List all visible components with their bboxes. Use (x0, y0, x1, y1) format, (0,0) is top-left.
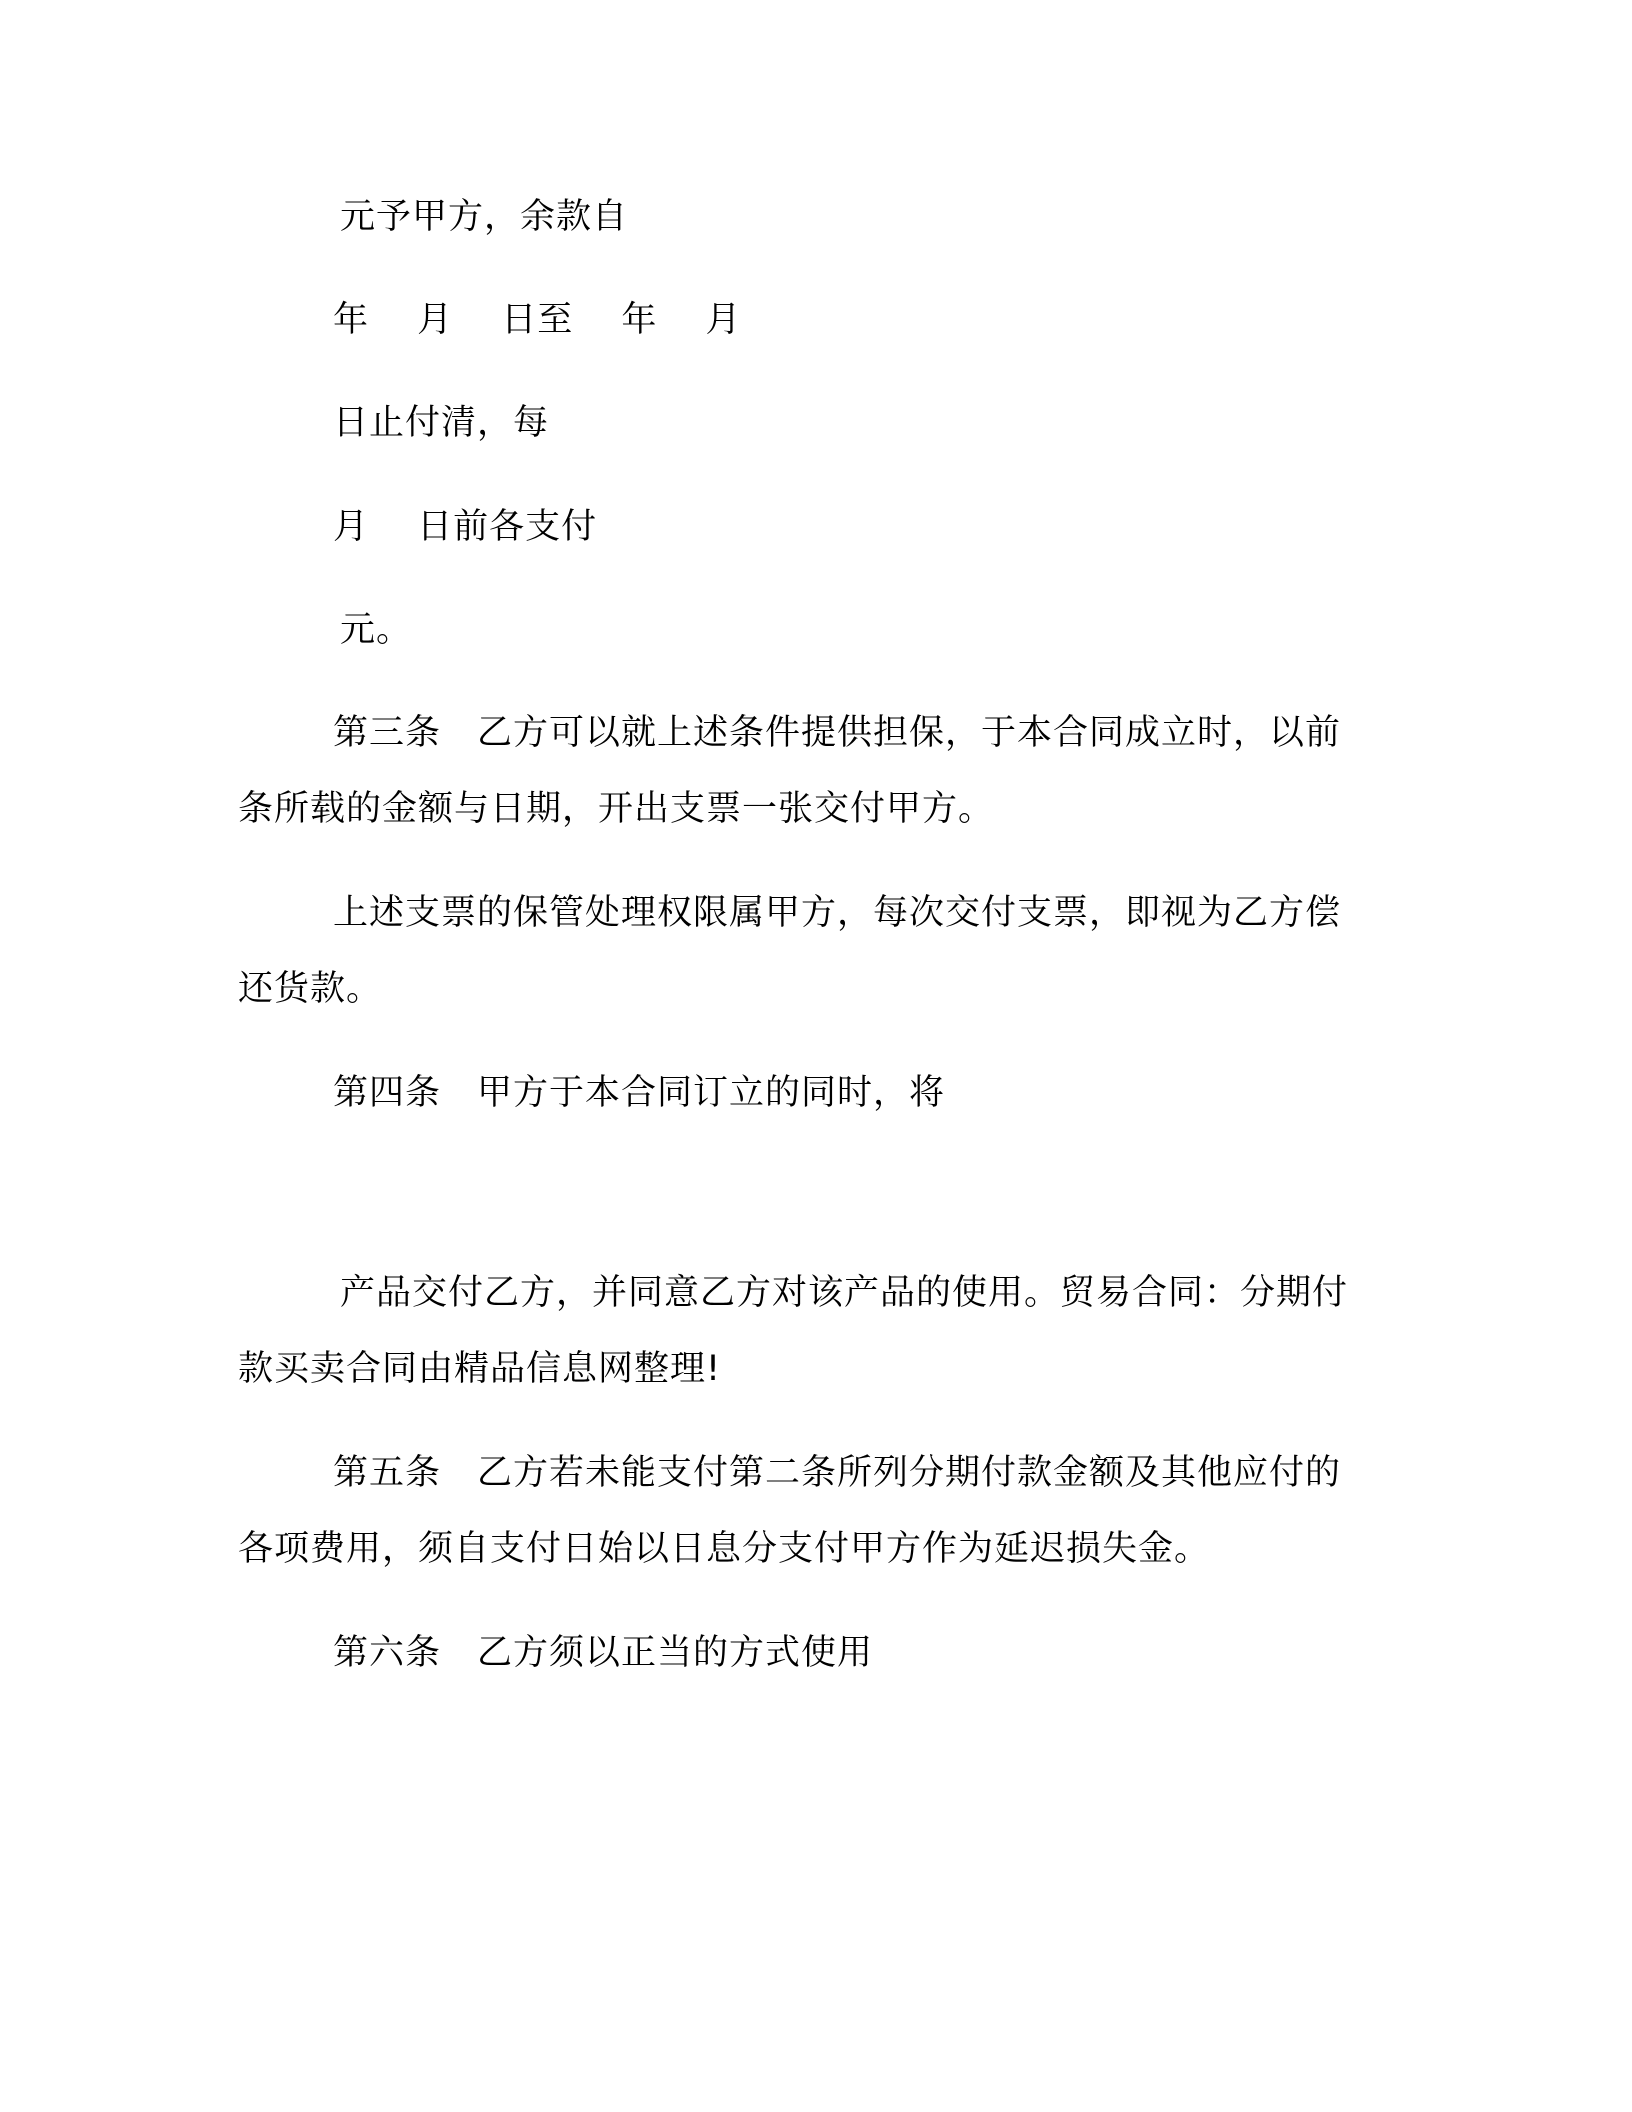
article-6-line: 第六条 乙方须以正当的方式使用 (333, 1633, 874, 1673)
line-date-range: 年 月 日至 年 月 (333, 300, 742, 340)
line-payment-start: 元予甲方，余款自 (340, 197, 629, 237)
line-monthly-payment: 月 日前各支付 (333, 507, 598, 547)
article-5-line-2: 各项费用，须自支付日始以日息分支付甲方作为延迟损失金。 (238, 1529, 1211, 1569)
article-3-cheque-line-2: 还货款。 (238, 969, 383, 1009)
article-4-product-line-1: 产品交付乙方，并同意乙方对该产品的使用。贸易合同：分期付 (340, 1273, 1349, 1313)
article-3-cheque-line-1: 上述支票的保管处理权限属甲方，每次交付支票，即视为乙方偿 (333, 893, 1342, 933)
article-4-product-line-2: 款买卖合同由精品信息网整理! (238, 1349, 722, 1389)
line-paid-off: 日止付清，每 (333, 403, 550, 443)
article-5-line-1: 第五条 乙方若未能支付第二条所列分期付款金额及其他应付的 (333, 1453, 1342, 1493)
line-yuan: 元。 (340, 610, 413, 650)
article-3-line-1: 第三条 乙方可以就上述条件提供担保，于本合同成立时，以前 (333, 713, 1342, 753)
article-4-line: 第四条 甲方于本合同订立的同时，将 (333, 1073, 946, 1113)
article-3-line-2: 条所载的金额与日期，开出支票一张交付甲方。 (238, 789, 995, 829)
